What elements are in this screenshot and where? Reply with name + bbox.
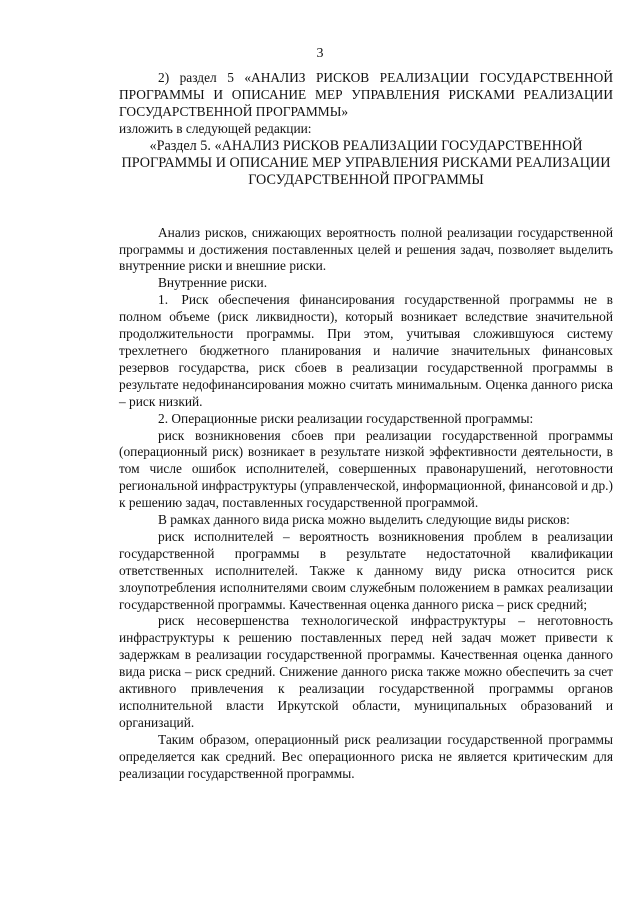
paragraph-conclusion: Таким образом, операционный риск реализации государственной программы определяется как средний. Вес операционного риска не является критическим для реализации государственной программы. bbox=[119, 731, 613, 781]
page-number: 3 bbox=[316, 46, 324, 61]
section-heading: «Раздел 5. «АНАЛИЗ РИСКОВ РЕАЛИЗАЦИИ ГОСУДАРСТВЕННОЙ ПРОГРАММЫ И ОПИСАНИЕ МЕР УПРАВЛЕНИЯ РИСКАМИ РЕАЛИЗАЦИИ ГОСУДАРСТВЕННОЙ ПРОГРАММЫ bbox=[121, 137, 611, 188]
edition-line: изложить в следующей редакции: bbox=[119, 120, 312, 136]
paragraph-infrastructure-risk: риск несовершенства технологической инфраструктуры – неготовность инфраструктуры к решению поставленных перед ней задач может привести к задержкам в реализации государственной программы. Качественная оценка данного вида риска – риск средний. Снижение данного риска также можно обеспечить за счет активного привлечения к реализации государственной программы органов исполнительной власти Иркутской области, муниципальных образований и организаций. bbox=[119, 613, 613, 730]
spacer bbox=[119, 189, 613, 225]
document-body bbox=[119, 70, 613, 783]
paragraph-executor-risk: риск исполнителей – вероятность возникновения проблем в реализации государственной программы в результате недостаточной квалификации ответственных исполнителей. Также к данному виду риска относится риск злоупотребления исполнителями своим служебным положением в рамках реализации государственной программы. Качественная оценка данного риска – риск средний; bbox=[119, 528, 613, 612]
amendment-line: 2) раздел 5 «АНАЛИЗ РИСКОВ РЕАЛИЗАЦИИ ГОСУДАРСТВЕННОЙ ПРОГРАММЫ И ОПИСАНИЕ МЕР УПРАВЛЕНИЯ РИСКАМИ РЕАЛИЗАЦИИ ГОСУДАРСТВЕННОЙ ПРОГРАММЫ» bbox=[119, 70, 613, 119]
paragraph-internal-risks: Внутренние риски. bbox=[158, 275, 268, 291]
paragraph-failure-risk: риск возникновения сбоев при реализации государственной программы (операционный риск) возникает в результате низкой эффективности деятельности, в том числе ошибок исполнителей, совершенных правонарушений, неготовности региональной инфраструктуры (управленческой, информационной, финансовой и др.) к решению задач, поставленных государственной программой. bbox=[119, 427, 613, 511]
paragraph-risk-types: В рамках данного вида риска можно выделить следующие виды рисков: bbox=[158, 512, 570, 528]
paragraph-funding-risk: 1. Риск обеспечения финансирования государственной программы не в полном объеме (риск ликвидности), который возникает вследствие значительной продолжительности программы. При этом, учитывая сложившуюся систему трехлетнего бюджетного планирования и наличие значительных финансовых резервов государства, риск сбоев в реализации государственной программы в результате недофинансирования можно считать минимальным. Оценка данного риска – риск низкий. bbox=[119, 292, 613, 409]
paragraph-risk-analysis: Анализ рисков, снижающих вероятность полной реализации государственной программы и достижения поставленных целей и решения задач, позволяет выделить внутренние риски и внешние риски. bbox=[119, 224, 613, 274]
paragraph-operational-risks: 2. Операционные риски реализации государственной программы: bbox=[158, 410, 534, 426]
